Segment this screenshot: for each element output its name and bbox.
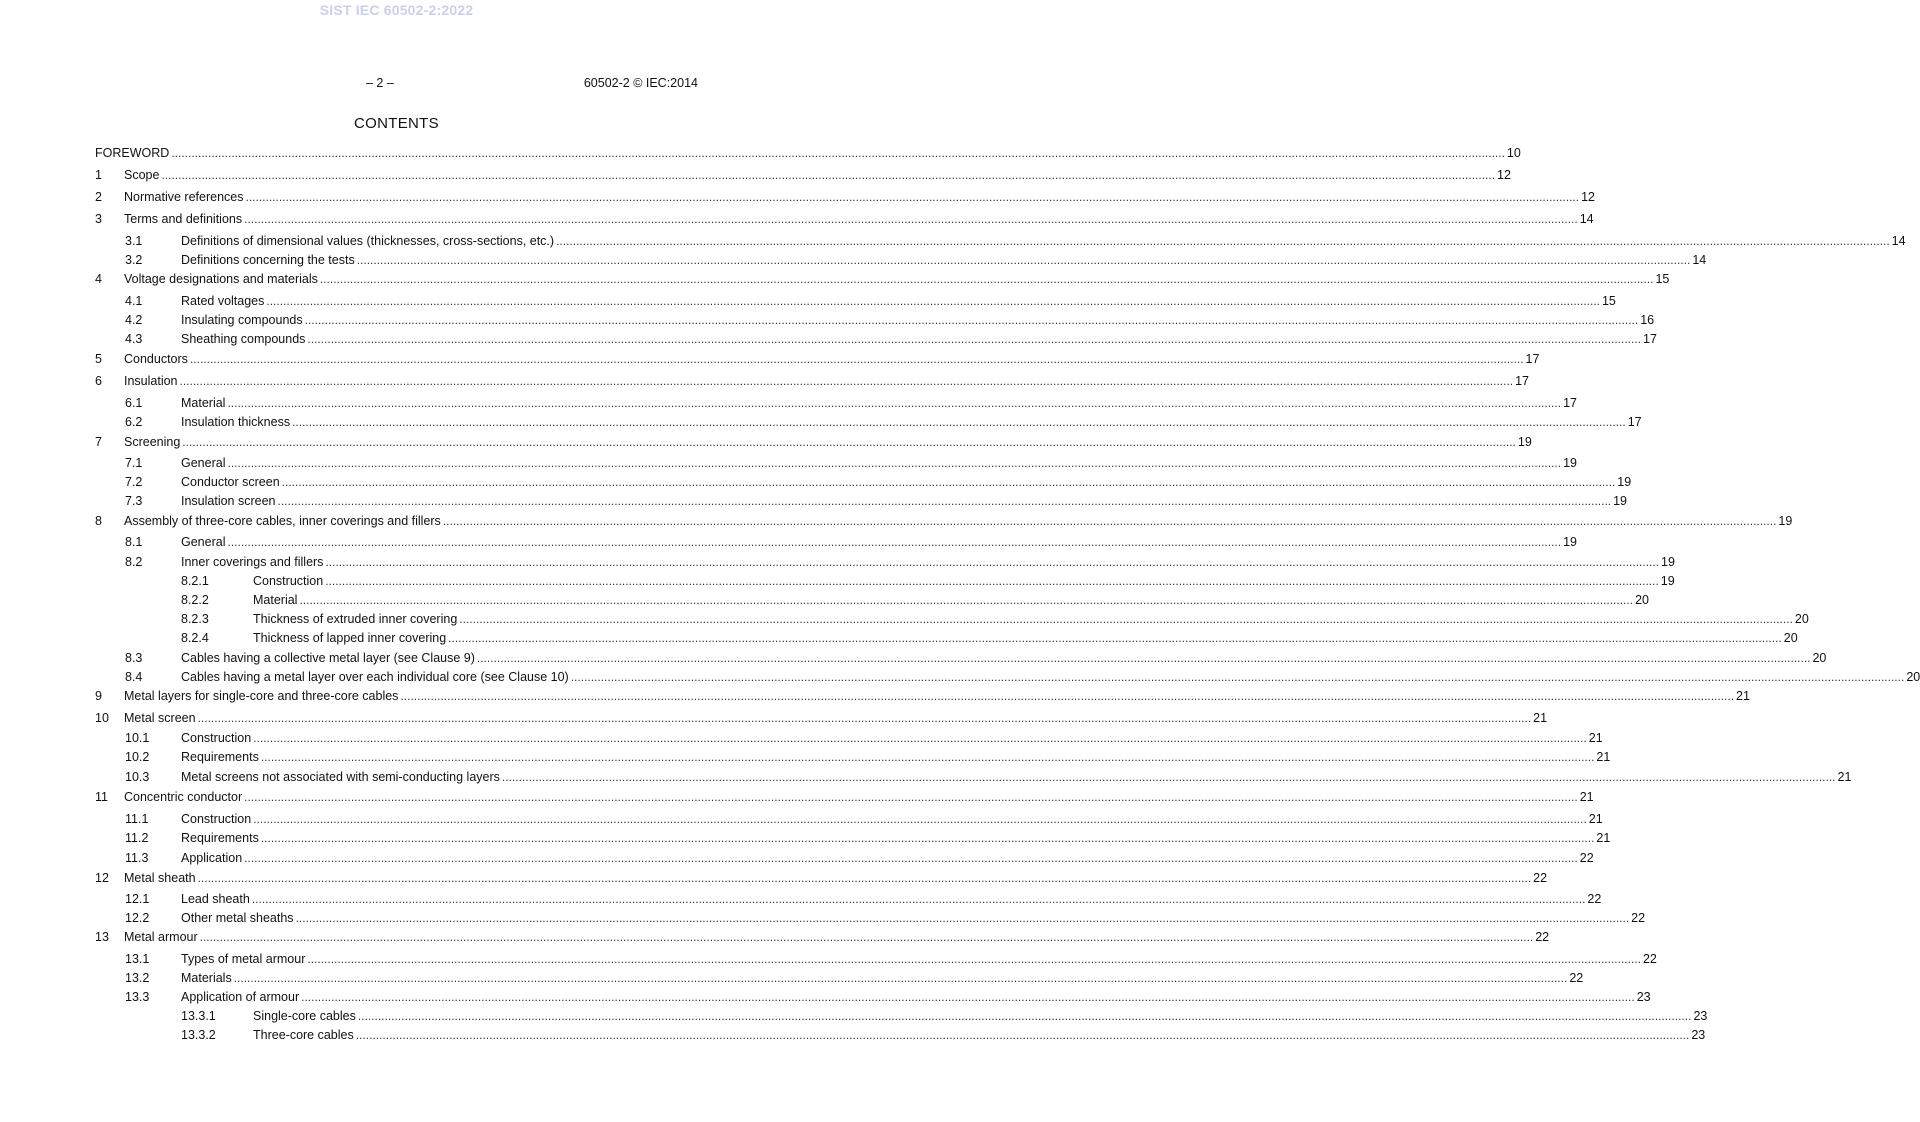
toc-entry[interactable] (95, 988, 1651, 1007)
toc-page-number: 15 (1655, 272, 1670, 286)
toc-entry[interactable] (95, 928, 1550, 947)
toc-section-number: 10.2 (125, 750, 150, 764)
toc-section-title: Voltage designations and materials (124, 272, 318, 286)
toc-page-number: 12 (1581, 190, 1595, 204)
toc-entry[interactable] (95, 512, 1793, 531)
toc-page-number: 21 (1837, 770, 1852, 784)
toc-section-title: Application (181, 851, 243, 865)
toc-entry[interactable] (95, 668, 1920, 687)
toc-section-title: Terms and definitions (124, 212, 243, 226)
toc-dot-leader: ................................................................................................................................................................................................................................................................................................................................................................................................................ (244, 790, 1578, 804)
toc-page-number: 20 (1635, 593, 1649, 607)
toc-dot-leader: ................................................................................................................................................................................................................................................................................................................................................................................................................ (501, 770, 1836, 784)
toc-section-title: Thickness of extruded inner covering (253, 612, 458, 626)
toc-section-title: Inner coverings and fillers (181, 555, 324, 569)
toc-entry[interactable] (95, 251, 1707, 270)
toc-entry[interactable] (95, 413, 1642, 432)
toc-dot-leader: ................................................................................................................................................................................................................................................................................................................................................................................................................ (277, 494, 1612, 508)
toc-section-number: 3.1 (125, 234, 143, 248)
toc-page-number: 21 (1579, 790, 1594, 804)
contents-title: CONTENTS (354, 115, 439, 132)
toc-section-number: 6 (95, 374, 102, 388)
toc-entry[interactable] (95, 1026, 1706, 1045)
toc-section-number: 10.3 (125, 770, 150, 784)
toc-page-number: 22 (1642, 952, 1657, 966)
toc-section-number: 13 (95, 930, 109, 944)
toc-section-title: Metal screen (124, 711, 196, 725)
toc-dot-leader: ................................................................................................................................................................................................................................................................................................................................................................................................................ (292, 415, 1626, 429)
toc-section-number: 4.3 (125, 332, 143, 346)
toc-section-number: 8.2.2 (181, 593, 209, 607)
toc-section-number: 11.1 (125, 812, 149, 826)
toc-section-number: 4.1 (125, 294, 143, 308)
toc-entry[interactable] (95, 810, 1603, 829)
toc-dot-leader: ................................................................................................................................................................................................................................................................................................................................................................................................................ (325, 555, 1660, 569)
toc-dot-leader: ................................................................................................................................................................................................................................................................................................................................................................................................................ (260, 750, 1595, 764)
toc-page-number: 19 (1778, 514, 1793, 528)
toc-section-number: 9 (95, 689, 102, 703)
toc-dot-leader: ................................................................................................................................................................................................................................................................................................................................................................................................................ (171, 146, 1505, 160)
toc-section-number: 4 (95, 272, 102, 286)
toc-page-number: 21 (1533, 711, 1548, 725)
toc-entry[interactable] (95, 687, 1750, 706)
toc-page-number: 14 (1579, 212, 1594, 226)
toc-section-title: Construction (181, 812, 252, 826)
toc-section-number: 11.3 (125, 851, 149, 865)
toc-page-number: 20 (1906, 670, 1920, 684)
toc-section-title: Sheathing compounds (181, 332, 306, 346)
toc-dot-leader: ................................................................................................................................................................................................................................................................................................................................................................................................................ (244, 851, 1578, 865)
toc-section-number: 12 (95, 871, 109, 885)
toc-dot-leader: ................................................................................................................................................................................................................................................................................................................................................................................................................ (299, 593, 1634, 607)
toc-page-number: 10 (1506, 146, 1521, 160)
toc-dot-leader: ................................................................................................................................................................................................................................................................................................................................................................................................................ (307, 332, 1641, 346)
toc-section-number: 8.3 (125, 651, 143, 665)
toc-dot-leader: ................................................................................................................................................................................................................................................................................................................................................................................................................ (281, 475, 1616, 489)
toc-page-number: 20 (1794, 612, 1809, 626)
toc-page-number: 16 (1640, 313, 1655, 327)
toc-section-title: Insulation thickness (181, 415, 291, 429)
toc-dot-leader: ................................................................................................................................................................................................................................................................................................................................................................................................................ (325, 574, 1659, 588)
toc-entry[interactable] (95, 748, 1611, 767)
toc-page-number: 12 (1497, 168, 1511, 182)
toc-section-title: Requirements (181, 750, 259, 764)
toc-dot-leader: ................................................................................................................................................................................................................................................................................................................................................................................................................ (253, 731, 1587, 745)
toc-section-title: Assembly of three-core cables, inner coverings and fillers (124, 514, 441, 528)
toc-dot-leader: ................................................................................................................................................................................................................................................................................................................................................................................................................ (251, 892, 1586, 906)
toc-dot-leader: ................................................................................................................................................................................................................................................................................................................................................................................................................ (357, 1009, 1692, 1023)
toc-section-title: Cables having a collective metal layer (see Clause 9) (181, 651, 475, 665)
toc-page-number: 14 (1891, 234, 1906, 248)
toc-dot-leader: ................................................................................................................................................................................................................................................................................................................................................................................................................ (301, 990, 1635, 1004)
toc-section-title: Material (253, 593, 298, 607)
toc-section-number: 6.2 (125, 415, 143, 429)
toc-section-title: Normative references (124, 190, 244, 204)
toc-section-title: Other metal sheaths (181, 911, 294, 925)
toc-dot-leader: ................................................................................................................................................................................................................................................................................................................................................................................................................ (266, 294, 1600, 308)
toc-section-number: 8.2.3 (181, 612, 209, 626)
toc-section-number: 3 (95, 212, 102, 226)
toc-section-title: Metal sheath (124, 871, 196, 885)
toc-page-number: 19 (1660, 574, 1675, 588)
toc-page-number: 21 (1588, 812, 1603, 826)
toc-section-title: Conductors (124, 352, 188, 366)
toc-entry[interactable] (95, 292, 1616, 311)
toc-section-number: 5 (95, 352, 102, 366)
toc-entry[interactable] (95, 188, 1595, 207)
toc-page-number: 21 (1736, 689, 1750, 703)
toc-entry[interactable] (95, 969, 1584, 988)
toc-dot-leader: ................................................................................................................................................................................................................................................................................................................................................................................................................ (182, 435, 1516, 449)
toc-entry[interactable] (95, 591, 1649, 610)
toc-section-title: Lead sheath (181, 892, 250, 906)
toc-dot-leader: ................................................................................................................................................................................................................................................................................................................................................................................................................ (233, 971, 1568, 985)
toc-dot-leader: ................................................................................................................................................................................................................................................................................................................................................................................................................ (189, 352, 1524, 366)
toc-dot-leader: ................................................................................................................................................................................................................................................................................................................................................................................................................ (459, 612, 1793, 626)
toc-entry[interactable] (95, 492, 1628, 511)
toc-section-title: Construction (253, 574, 324, 588)
toc-dot-leader: ................................................................................................................................................................................................................................................................................................................................................................................................................ (570, 670, 1905, 684)
toc-dot-leader: ................................................................................................................................................................................................................................................................................................................................................................................................................ (199, 930, 1534, 944)
toc-section-title: Screening (124, 435, 181, 449)
toc-section-number: 13.1 (125, 952, 150, 966)
toc-page-number: 19 (1563, 456, 1577, 470)
toc-entry[interactable] (95, 629, 1798, 648)
toc-section-title: Material (181, 396, 226, 410)
toc-section-number: 4.2 (125, 313, 143, 327)
toc-dot-leader: ................................................................................................................................................................................................................................................................................................................................................................................................................ (260, 831, 1595, 845)
toc-entry[interactable] (95, 270, 1670, 289)
toc-entry[interactable] (95, 649, 1827, 668)
toc-section-number: 11.2 (125, 831, 149, 845)
toc-entry[interactable] (95, 350, 1540, 369)
toc-page-number: 19 (1563, 535, 1577, 549)
toc-section-number: 8 (95, 514, 102, 528)
toc-section-title: Materials (181, 971, 232, 985)
toc-dot-leader: ................................................................................................................................................................................................................................................................................................................................................................................................................ (245, 190, 1580, 204)
toc-section-title: General (181, 456, 226, 470)
toc-entry[interactable] (95, 372, 1530, 391)
toc-section-number: 10.1 (125, 731, 150, 745)
toc-entry[interactable] (95, 330, 1657, 349)
toc-page-number: 15 (1601, 294, 1616, 308)
toc-section-title: FOREWORD (95, 146, 170, 160)
toc-section-title: General (181, 535, 226, 549)
toc-page-number: 23 (1693, 1009, 1708, 1023)
toc-section-title: Metal armour (124, 930, 198, 944)
toc-page-number: 22 (1587, 892, 1602, 906)
toc-entry[interactable] (95, 454, 1577, 473)
toc-page-number: 19 (1613, 494, 1628, 508)
toc-section-title: Insulation (124, 374, 178, 388)
toc-section-number: 7.1 (125, 456, 143, 470)
toc-page-number: 19 (1617, 475, 1632, 489)
toc-entry[interactable] (95, 553, 1675, 572)
toc-page-number: 22 (1533, 871, 1548, 885)
toc-section-title: Types of metal armour (181, 952, 306, 966)
toc-section-title: Three-core cables (253, 1028, 354, 1042)
toc-entry[interactable] (95, 869, 1548, 888)
toc-dot-leader: ................................................................................................................................................................................................................................................................................................................................................................................................................ (253, 812, 1587, 826)
toc-dot-leader: ................................................................................................................................................................................................................................................................................................................................................................................................................ (244, 212, 1578, 226)
toc-page-number: 19 (1517, 435, 1532, 449)
toc-entry[interactable] (95, 473, 1632, 492)
toc-dot-leader: ................................................................................................................................................................................................................................................................................................................................................................................................................ (227, 396, 1562, 410)
toc-section-title: Definitions concerning the tests (181, 253, 355, 267)
toc-entry[interactable] (95, 394, 1577, 413)
toc-entry[interactable] (95, 849, 1594, 868)
toc-entry[interactable] (95, 533, 1577, 552)
toc-page-number: 20 (1783, 631, 1798, 645)
toc-section-number: 13.3 (125, 990, 150, 1004)
toc-dot-leader: ................................................................................................................................................................................................................................................................................................................................................................................................................ (197, 871, 1532, 885)
toc-section-number: 13.2 (125, 971, 150, 985)
toc-page-number: 21 (1596, 831, 1611, 845)
toc-section-number: 8.2 (125, 555, 143, 569)
toc-dot-leader: ................................................................................................................................................................................................................................................................................................................................................................................................................ (476, 651, 1811, 665)
toc-section-number: 2 (95, 190, 102, 204)
toc-entry[interactable] (95, 829, 1611, 848)
toc-entry[interactable] (95, 950, 1657, 969)
toc-entry[interactable] (95, 572, 1675, 591)
toc-dot-leader: ................................................................................................................................................................................................................................................................................................................................................................................................................ (355, 1028, 1690, 1042)
toc-entry[interactable] (95, 729, 1603, 748)
toc-section-number: 7.3 (125, 494, 143, 508)
toc-section-title: Definitions of dimensional values (thicknesses, cross-sections, etc.) (181, 234, 555, 248)
toc-entry[interactable] (95, 610, 1809, 629)
toc-section-title: Metal screens not associated with semi-conducting layers (181, 770, 500, 784)
toc-section-number: 12.1 (125, 892, 150, 906)
toc-page-number: 17 (1515, 374, 1530, 388)
toc-section-number: 11 (95, 790, 108, 804)
toc-page-number: 20 (1812, 651, 1827, 665)
toc-entry[interactable] (95, 909, 1646, 928)
toc-dot-leader: ................................................................................................................................................................................................................................................................................................................................................................................................................ (448, 631, 1782, 645)
toc-entry[interactable] (95, 232, 1906, 251)
toc-dot-leader: ................................................................................................................................................................................................................................................................................................................................................................................................................ (179, 374, 1514, 388)
toc-page-number: 22 (1579, 851, 1594, 865)
toc-section-title: Application of armour (181, 990, 300, 1004)
toc-entry[interactable] (95, 709, 1548, 728)
toc-section-title: Requirements (181, 831, 259, 845)
toc-dot-leader: ................................................................................................................................................................................................................................................................................................................................................................................................................ (295, 911, 1630, 925)
toc-dot-leader: ................................................................................................................................................................................................................................................................................................................................................................................................................ (556, 234, 1890, 248)
toc-section-number: 7.2 (125, 475, 143, 489)
toc-page-number: 22 (1569, 971, 1584, 985)
toc-page-number: 19 (1661, 555, 1675, 569)
toc-page-number: 17 (1627, 415, 1642, 429)
toc-dot-leader: ................................................................................................................................................................................................................................................................................................................................................................................................................ (304, 313, 1639, 327)
toc-dot-leader: ................................................................................................................................................................................................................................................................................................................................................................................................................ (161, 168, 1496, 182)
toc-entry[interactable] (95, 433, 1532, 452)
toc-entry[interactable] (95, 311, 1655, 330)
toc-dot-leader: ................................................................................................................................................................................................................................................................................................................................................................................................................ (356, 253, 1691, 267)
toc-section-number: 7 (95, 435, 102, 449)
toc-section-title: Cables having a metal layer over each individual core (see Clause 10) (181, 670, 569, 684)
toc-entry[interactable] (95, 788, 1594, 807)
toc-section-number: 3.2 (125, 253, 143, 267)
toc-page-number: 21 (1596, 750, 1611, 764)
toc-section-number: 8.2.1 (181, 574, 209, 588)
watermark: SIST IEC 60502-2:2022 (319, 2, 474, 18)
toc-section-title: Metal layers for single-core and three-core cables (124, 689, 399, 703)
toc-page-number: 17 (1643, 332, 1657, 346)
toc-section-title: Insulating compounds (181, 313, 303, 327)
toc-page-number: 23 (1636, 990, 1651, 1004)
toc-section-title: Rated voltages (181, 294, 265, 308)
toc-section-number: 8.2.4 (181, 631, 209, 645)
toc-section-title: Conductor screen (181, 475, 280, 489)
toc-section-title: Scope (124, 168, 160, 182)
toc-section-number: 13.3.2 (181, 1028, 216, 1042)
toc-page-number: 14 (1692, 253, 1707, 267)
toc-page-number: 23 (1691, 1028, 1706, 1042)
toc-entry[interactable] (95, 166, 1511, 185)
page-number: – 2 – (366, 76, 394, 90)
toc-section-number: 10 (95, 711, 109, 725)
toc-dot-leader: ................................................................................................................................................................................................................................................................................................................................................................................................................ (197, 711, 1532, 725)
toc-page-number: 21 (1588, 731, 1603, 745)
toc-dot-leader: ................................................................................................................................................................................................................................................................................................................................................................................................................ (227, 535, 1562, 549)
toc-section-title: Thickness of lapped inner covering (253, 631, 447, 645)
toc-dot-leader: ................................................................................................................................................................................................................................................................................................................................................................................................................ (319, 272, 1654, 286)
toc-dot-leader: ................................................................................................................................................................................................................................................................................................................................................................................................................ (227, 456, 1562, 470)
toc-section-number: 1 (95, 168, 102, 182)
toc-section-number: 13.3.1 (181, 1009, 216, 1023)
toc-page-number: 22 (1535, 930, 1550, 944)
toc-section-number: 8.4 (125, 670, 143, 684)
toc-section-title: Insulation screen (181, 494, 276, 508)
toc-section-number: 8.1 (125, 535, 143, 549)
toc-entry[interactable] (95, 210, 1594, 229)
toc-section-title: Construction (181, 731, 252, 745)
toc-section-title: Single-core cables (253, 1009, 356, 1023)
toc-entry[interactable] (95, 890, 1602, 909)
toc-section-number: 12.2 (125, 911, 150, 925)
toc-entry[interactable] (95, 1007, 1708, 1026)
document-reference: 60502-2 © IEC:2014 (583, 76, 698, 90)
toc-page-number: 17 (1563, 396, 1577, 410)
toc-entry[interactable] (95, 768, 1852, 787)
toc-page-number: 17 (1525, 352, 1540, 366)
toc-dot-leader: ................................................................................................................................................................................................................................................................................................................................................................................................................ (307, 952, 1641, 966)
toc-page-number: 22 (1631, 911, 1646, 925)
toc-entry[interactable] (95, 144, 1521, 163)
toc-dot-leader: ................................................................................................................................................................................................................................................................................................................................................................................................................ (442, 514, 1777, 528)
toc-dot-leader: ................................................................................................................................................................................................................................................................................................................................................................................................................ (400, 689, 1735, 703)
toc-section-title: Concentric conductor (124, 790, 243, 804)
toc-section-number: 6.1 (125, 396, 143, 410)
